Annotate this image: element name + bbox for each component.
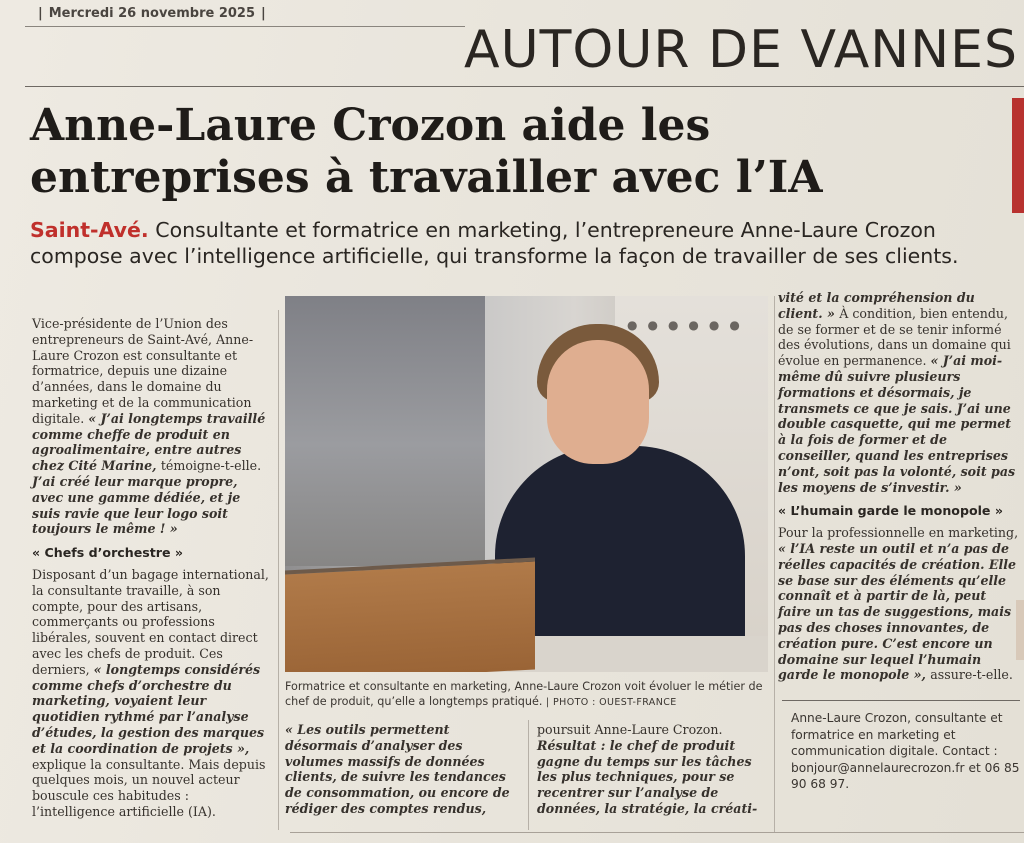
separator: | [38, 6, 43, 21]
divider [782, 700, 1020, 701]
paragraph [778, 290, 1022, 495]
date: Mercredi 26 novembre 2025 [48, 6, 256, 21]
section-title: AUTOUR DE VANNES [464, 20, 1018, 80]
adjacent-page-edge [1012, 98, 1024, 213]
body-text: Pour la professionnelle en marketing, [778, 525, 1019, 541]
column-rule [528, 720, 529, 830]
body-text: poursuit Anne-Laure Crozon. [537, 722, 723, 737]
article-photo [285, 296, 768, 672]
contact-box: Anne-Laure Crozon, consultante et formatrice en marketing et communication digitale. Contact : bonjour@annelaurecrozon.fr et 06 85 90 68 97. [791, 711, 1020, 791]
body-text: explique la consultante. Mais depuis quelques mois, un nouvel acteur bouscule ces habitudes : l’intelligence artificielle (IA). [32, 756, 266, 819]
quote-text: Résultat : le chef de produit gagne du temps sur les tâches les plus techniques, pour se recentrer sur l’analyse de données, la stratégie, la créati- [537, 737, 758, 816]
photo-credit: | PHOTO : OUEST-FRANCE [546, 697, 677, 708]
separator: | [261, 6, 266, 21]
paragraph [537, 722, 775, 817]
dateline-place: Saint-Avé. [30, 218, 149, 242]
article-headline: Anne-Laure Crozon aide les entreprises à travailler avec l’IA [30, 100, 823, 203]
column-rule [774, 296, 775, 832]
article-column-4 [778, 290, 1022, 683]
column-rule [278, 310, 279, 830]
subheading: « L’humain garde le monopole » [778, 503, 1003, 519]
subheading: « Chefs d’orchestre » [32, 545, 184, 561]
dateline [32, 6, 272, 21]
photo-face [547, 340, 649, 464]
quote-text: « longtemps considérés comme chefs d’orchestre du marketing, voyaient leur quotidien rythmé par l’analyse d’études, la gestion des marques et la coordination de projets », [32, 661, 265, 756]
body-text: À condition, bien entendu, de se former et de se tenir informé des évolutions, dans un domaine qui évolue en permanence. [778, 305, 1011, 369]
body-text: Disposant d’un bagage international, la consultante travaille, à son compte, pour des artisans, commerçants ou professions libérales, souvent en contact direct avec les chefs de produit. Ces derniers, [32, 566, 269, 677]
body-text: témoigne-t-elle. [160, 458, 262, 474]
quote-text: J’ai créé leur marque propre, avec une gamme dédiée, et je suis ravie que leur logo soit toujours le même ! » [32, 473, 241, 537]
quote-text: vité et la compréhension du client. » [778, 290, 975, 321]
paragraph [32, 567, 270, 820]
divider [290, 832, 1024, 833]
quote-text: « J’ai moi-même dû suivre plusieurs formations et désormais, je transmets ce que je sais. J’ai une double casquette, qui me permet à la fois de former et de conseiller, quand les entreprises n’ont, soit pas la volonté, soit pas les moyens de s’investir. » [778, 353, 1016, 495]
article-column-2 [285, 722, 519, 817]
paragraph [32, 316, 270, 537]
article-column-1 [32, 316, 270, 820]
article-standfirst [30, 217, 990, 269]
paragraph [285, 722, 519, 817]
quote-text: « J’ai longtemps travaillé comme cheffe de produit en agroalimentaire, entre autres chez Cité Marine, [32, 410, 266, 474]
photo-window [285, 296, 485, 566]
divider [25, 86, 1024, 87]
photo-decor: ●●●●●● [627, 318, 750, 332]
standfirst-text: Consultante et formatrice en marketing, l’entrepreneure Anne-Laure Crozon compose avec l’intelligence artificielle, qui transforme la façon de travailler de ses clients. [30, 218, 959, 268]
body-text: assure-t-elle. [930, 667, 1013, 683]
body-text: Vice-présidente de l’Union des entrepreneurs de Saint-Avé, Anne-Laure Crozon est consultante et formatrice, depuis une dizaine d’années, dans le domaine du marketing et de la communication digitale. [32, 316, 254, 426]
article-column-3 [537, 722, 775, 817]
photo-laptop [285, 557, 535, 672]
caption-text: Formatrice et consultante en marketing, Anne-Laure Crozon voit évoluer le métier de chef de produit, qu’elle a longtemps pratiqué. [285, 680, 763, 708]
paragraph [778, 525, 1022, 683]
quote-text: « Les outils permettent désormais d’analyser des volumes massifs de données clients, de suivre les tendances de consommation, ou encore de rédiger des comptes rendus, [285, 722, 510, 816]
divider [25, 26, 465, 27]
photo-caption [285, 679, 771, 710]
quote-text: « l’IA reste un outil et n’a pas de réelles capacités de création. Elle se base sur des éléments qu’elle connaît et à partir de là, peut faire un tas de suggestions, mais pas des choses innovantes, de création pure. C’est encore un domaine sur lequel l’humain garde le monopole », [778, 540, 1017, 683]
